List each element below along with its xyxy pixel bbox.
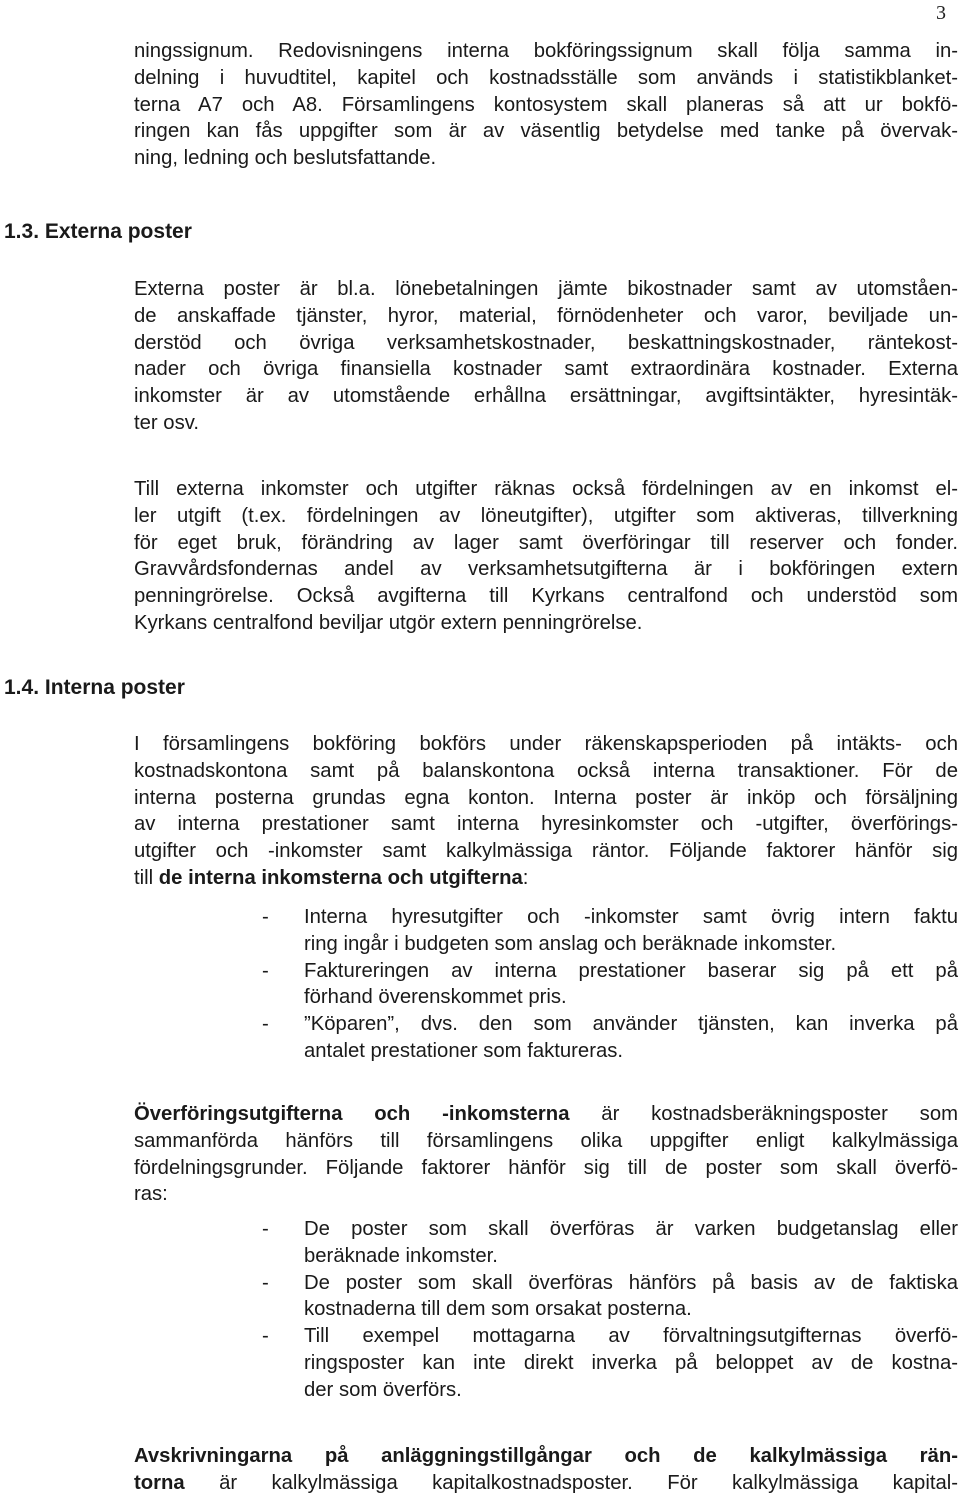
section-heading-external-items: 1.3. Externa poster	[4, 220, 192, 243]
text-line: sammanförda hänförs till församlingens olika uppgifter enligt kalkylmässiga	[134, 1129, 958, 1152]
text-line: delning i huvudtitel, kapitel och kostnadsställe som används i statistikblanket-	[134, 66, 958, 89]
text-line: kostnadskontona samt på balanskontona också interna transaktioner. För de	[134, 759, 958, 782]
text-line: derstöd och övriga verksamhetskostnader, beskattningskostnader, räntekost-	[134, 331, 958, 354]
list-dash: -	[262, 959, 269, 982]
text-line: ningssignum. Redovisningens interna bokföringssignum skall följa samma in-	[134, 40, 958, 62]
section-heading-internal-items: 1.4. Interna poster	[4, 676, 185, 699]
text-line: De poster som skall överföras är varken budgetanslag eller	[304, 1218, 958, 1240]
text-line: Externa poster är bl.a. lönebetalningen jämte bikostnader samt av utomståen-	[134, 278, 958, 300]
text-line: Gravvårdsfondernas andel av verksamhetsutgifterna är i bokföringen extern	[134, 558, 958, 581]
text-line: Interna hyresutgifter och -inkomster samt övrig intern faktu	[304, 906, 958, 928]
text-line: ringsposter kan inte direkt inverka på beloppet av de kostna-	[304, 1351, 958, 1374]
text-line: ler utgift (t.ex. fördelningen av löneutgifter), utgifter som aktiveras, tillverkning	[134, 504, 958, 527]
top-paragraph	[134, 38, 958, 172]
internal-items-paragraph-2	[134, 1101, 958, 1208]
list-dash: -	[262, 1325, 269, 1348]
text-line: Faktureringen av interna prestationer baserar sig på ett på	[304, 959, 958, 982]
emphasis-transfer-items: Överföringsutgifterna och -inkomsterna	[134, 1103, 570, 1125]
text-line: nader och övriga finansiella kostnader samt extraordinära kostnader. Externa	[134, 358, 958, 381]
list-dash: -	[262, 1218, 269, 1240]
external-items-paragraph-2	[134, 476, 958, 637]
page-number: 3	[936, 2, 946, 24]
text-line: I församlingens bokföring bokförs under räkenskapsperioden på intäkts- och	[134, 733, 958, 755]
internal-items-list-1	[134, 904, 958, 1065]
internal-items-list-2	[134, 1216, 958, 1404]
text-line	[134, 1470, 958, 1497]
list-item	[134, 1216, 958, 1270]
text-line: ter osv.	[134, 411, 199, 434]
emphasis-internal-income-expenses: de interna inkomsterna och utgifterna	[158, 866, 523, 889]
list-item	[134, 1270, 958, 1324]
emphasis-interest: torna	[134, 1471, 185, 1494]
text-line: De poster som skall överföras hänförs på basis av de faktiska	[304, 1271, 958, 1294]
list-item	[134, 1011, 958, 1065]
text-span: :	[522, 866, 529, 889]
text-line: utgifter och -inkomster samt kalkylmässiga räntor. Följande faktorer hänför sig	[134, 840, 958, 863]
list-dash: -	[262, 1271, 269, 1294]
list-item	[134, 1323, 958, 1403]
text-line: der som överförs.	[304, 1378, 462, 1401]
emphasis-depreciation: Avskrivningarna på anläggningstillgångar och de kalkylmässiga rän-	[134, 1445, 958, 1467]
text-span: är kalkylmässiga kapitalkostnadsposter. För kalkylmässiga kapital-	[184, 1471, 958, 1494]
text-line: Till externa inkomster och utgifter räknas också fördelningen av en inkomst el-	[134, 478, 958, 500]
text-span: är kostnadsberäkningsposter som	[569, 1103, 958, 1125]
text-line: Till exempel mottagarna av förvaltningsutgifternas överfö-	[304, 1325, 958, 1348]
text-line: av interna prestationer samt interna hyresinkomster och -utgifter, överförings-	[134, 813, 958, 836]
text-line: terna A7 och A8. Församlingens kontosystem skall planeras så att ur bokfö-	[134, 93, 958, 116]
list-dash: -	[262, 1013, 269, 1036]
external-items-paragraph-1	[134, 276, 958, 437]
internal-items-paragraph-3	[134, 1443, 958, 1497]
text-line: kostnaderna till dem som orsakat posterna.	[304, 1298, 692, 1321]
list-dash: -	[262, 906, 269, 928]
text-line: ringen kan fås uppgifter som är av väsentlig betydelse med tanke på övervak-	[134, 120, 958, 143]
text-line	[134, 1443, 958, 1470]
text-line	[134, 865, 958, 892]
text-line: ning, ledning och beslutsfattande.	[134, 147, 437, 170]
text-line: förhand överenskommet pris.	[304, 986, 567, 1009]
list-item	[134, 904, 958, 958]
text-line: penningrörelse. Också avgifterna till Kyrkans centralfond och understöd som	[134, 585, 958, 608]
text-line: inkomster är av utomstående erhållna ersättningar, avgiftsintäkter, hyresintäk-	[134, 385, 958, 408]
text-line: ring ingår i budgeten som anslag och beräknade inkomster.	[304, 932, 837, 955]
text-line	[134, 1101, 958, 1128]
text-line: för eget bruk, förändring av lager samt överföringar till reserver och fonder.	[134, 531, 958, 554]
list-item	[134, 958, 958, 1012]
text-line: fördelningsgrunder. Följande faktorer hänför sig till de poster som skall överfö-	[134, 1156, 958, 1179]
text-line: ras:	[134, 1183, 168, 1206]
text-line: ”Köparen”, dvs. den som använder tjänsten, kan inverka på	[304, 1013, 958, 1036]
internal-items-paragraph-1	[134, 731, 958, 892]
text-line: beräknade inkomster.	[304, 1244, 498, 1267]
text-span: till	[134, 866, 159, 889]
text-line: interna posterna grundas egna konton. Interna poster är inköp och försäljning	[134, 786, 958, 809]
text-line: de anskaffade tjänster, hyror, material, förnödenheter och varor, beviljade un-	[134, 304, 958, 327]
text-line: Kyrkans centralfond beviljar utgör extern penningrörelse.	[134, 611, 643, 634]
text-line: antalet prestationer som faktureras.	[304, 1039, 624, 1062]
